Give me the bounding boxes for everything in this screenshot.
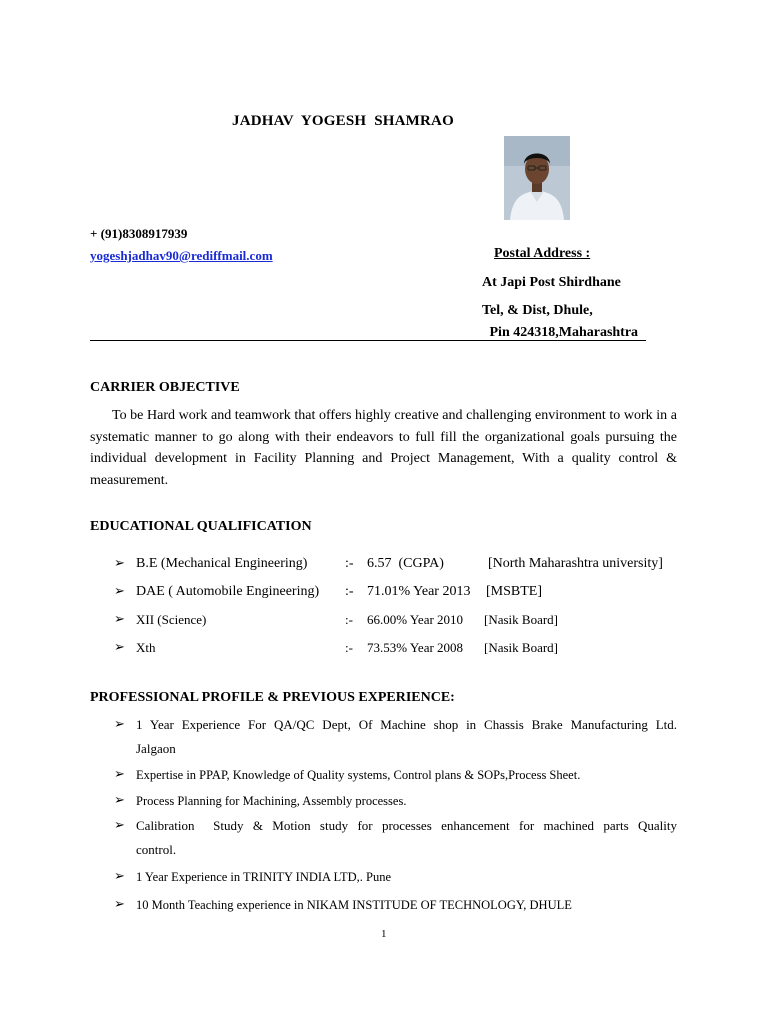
education-degree: DAE ( Automobile Engineering) xyxy=(136,584,320,599)
arrow-bullet-icon: ➢ xyxy=(114,818,125,833)
person-photo-icon xyxy=(504,136,570,220)
header-divider xyxy=(90,340,646,341)
page-number: 1 xyxy=(381,928,387,940)
experience-line: Expertise in PPAP, Knowledge of Quality systems, Control plans & SOPs,Process Sheet. xyxy=(136,768,581,782)
education-board: [Nasik Board] xyxy=(484,612,559,627)
experience-line: Jalgaon xyxy=(136,741,176,756)
postal-address-label: Postal Address : xyxy=(494,246,591,261)
arrow-bullet-icon: ➢ xyxy=(114,767,125,782)
experience-line: Calibration Study & Motion study for processes enhancement for machined parts Quality xyxy=(136,818,677,833)
education-score: 66.00% Year 2010 xyxy=(367,612,464,627)
address-line-1: At Japi Post Shirdhane xyxy=(482,275,621,290)
arrow-bullet-icon: ➢ xyxy=(114,584,125,599)
address-line-3: Pin 424318,Maharashtra xyxy=(486,325,639,340)
education-score: 6.57 (CGPA) xyxy=(367,556,444,571)
experience-line: Process Planning for Machining, Assembly processes. xyxy=(136,794,407,808)
arrow-bullet-icon: ➢ xyxy=(114,556,125,571)
education-degree: XII (Science) xyxy=(136,612,207,627)
education-score: 71.01% Year 2013 xyxy=(367,584,471,599)
arrow-bullet-icon: ➢ xyxy=(114,793,125,808)
experience-heading: PROFESSIONAL PROFILE & PREVIOUS EXPERIENCE: xyxy=(90,690,455,705)
education-degree: B.E (Mechanical Engineering) xyxy=(136,556,308,571)
education-heading: EDUCATIONAL QUALIFICATION xyxy=(90,519,312,534)
education-board: [North Maharashtra university] xyxy=(488,556,663,571)
candidate-name: JADHAV YOGESH SHAMRAO xyxy=(232,113,454,129)
arrow-bullet-icon: ➢ xyxy=(114,897,125,912)
experience-line: 10 Month Teaching experience in NIKAM INSTITUDE OF TECHNOLOGY, DHULE xyxy=(136,898,572,912)
education-board: [Nasik Board] xyxy=(484,640,559,655)
education-board: [MSBTE] xyxy=(486,584,542,599)
objective-text xyxy=(90,405,677,491)
education-separator: :- xyxy=(345,556,354,571)
phone-number: + (91)8308917939 xyxy=(90,226,188,241)
education-row xyxy=(0,584,768,604)
education-row xyxy=(0,556,768,576)
education-separator: :- xyxy=(345,584,354,599)
education-row xyxy=(0,640,768,660)
education-separator: :- xyxy=(345,640,353,655)
experience-line: 1 Year Experience in TRINITY INDIA LTD,. Pune xyxy=(136,870,392,884)
objective-heading: CARRIER OBJECTIVE xyxy=(90,380,240,395)
arrow-bullet-icon: ➢ xyxy=(114,640,125,655)
experience-line: 1 Year Experience For QA/QC Dept, Of Machine shop in Chassis Brake Manufacturing Ltd. xyxy=(136,717,677,732)
arrow-bullet-icon: ➢ xyxy=(114,612,125,627)
email-link[interactable]: yogeshjadhav90@rediffmail.com xyxy=(90,248,273,263)
objective-body: To be Hard work and teamwork that offers highly creative and challenging environment to work in a systematic manner to go along with their endeavors to full fill the organizational goals pursuing the individual development in Facility Planning and Project Management, With a quality control & measurement. xyxy=(90,408,677,488)
address-line-2: Tel, & Dist, Dhule, xyxy=(482,303,593,318)
education-degree: Xth xyxy=(136,640,156,655)
education-row xyxy=(0,612,768,632)
profile-photo xyxy=(504,136,570,220)
arrow-bullet-icon: ➢ xyxy=(114,717,125,732)
education-score: 73.53% Year 2008 xyxy=(367,640,464,655)
arrow-bullet-icon: ➢ xyxy=(114,869,125,884)
education-separator: :- xyxy=(345,612,353,627)
experience-line: control. xyxy=(136,842,177,857)
